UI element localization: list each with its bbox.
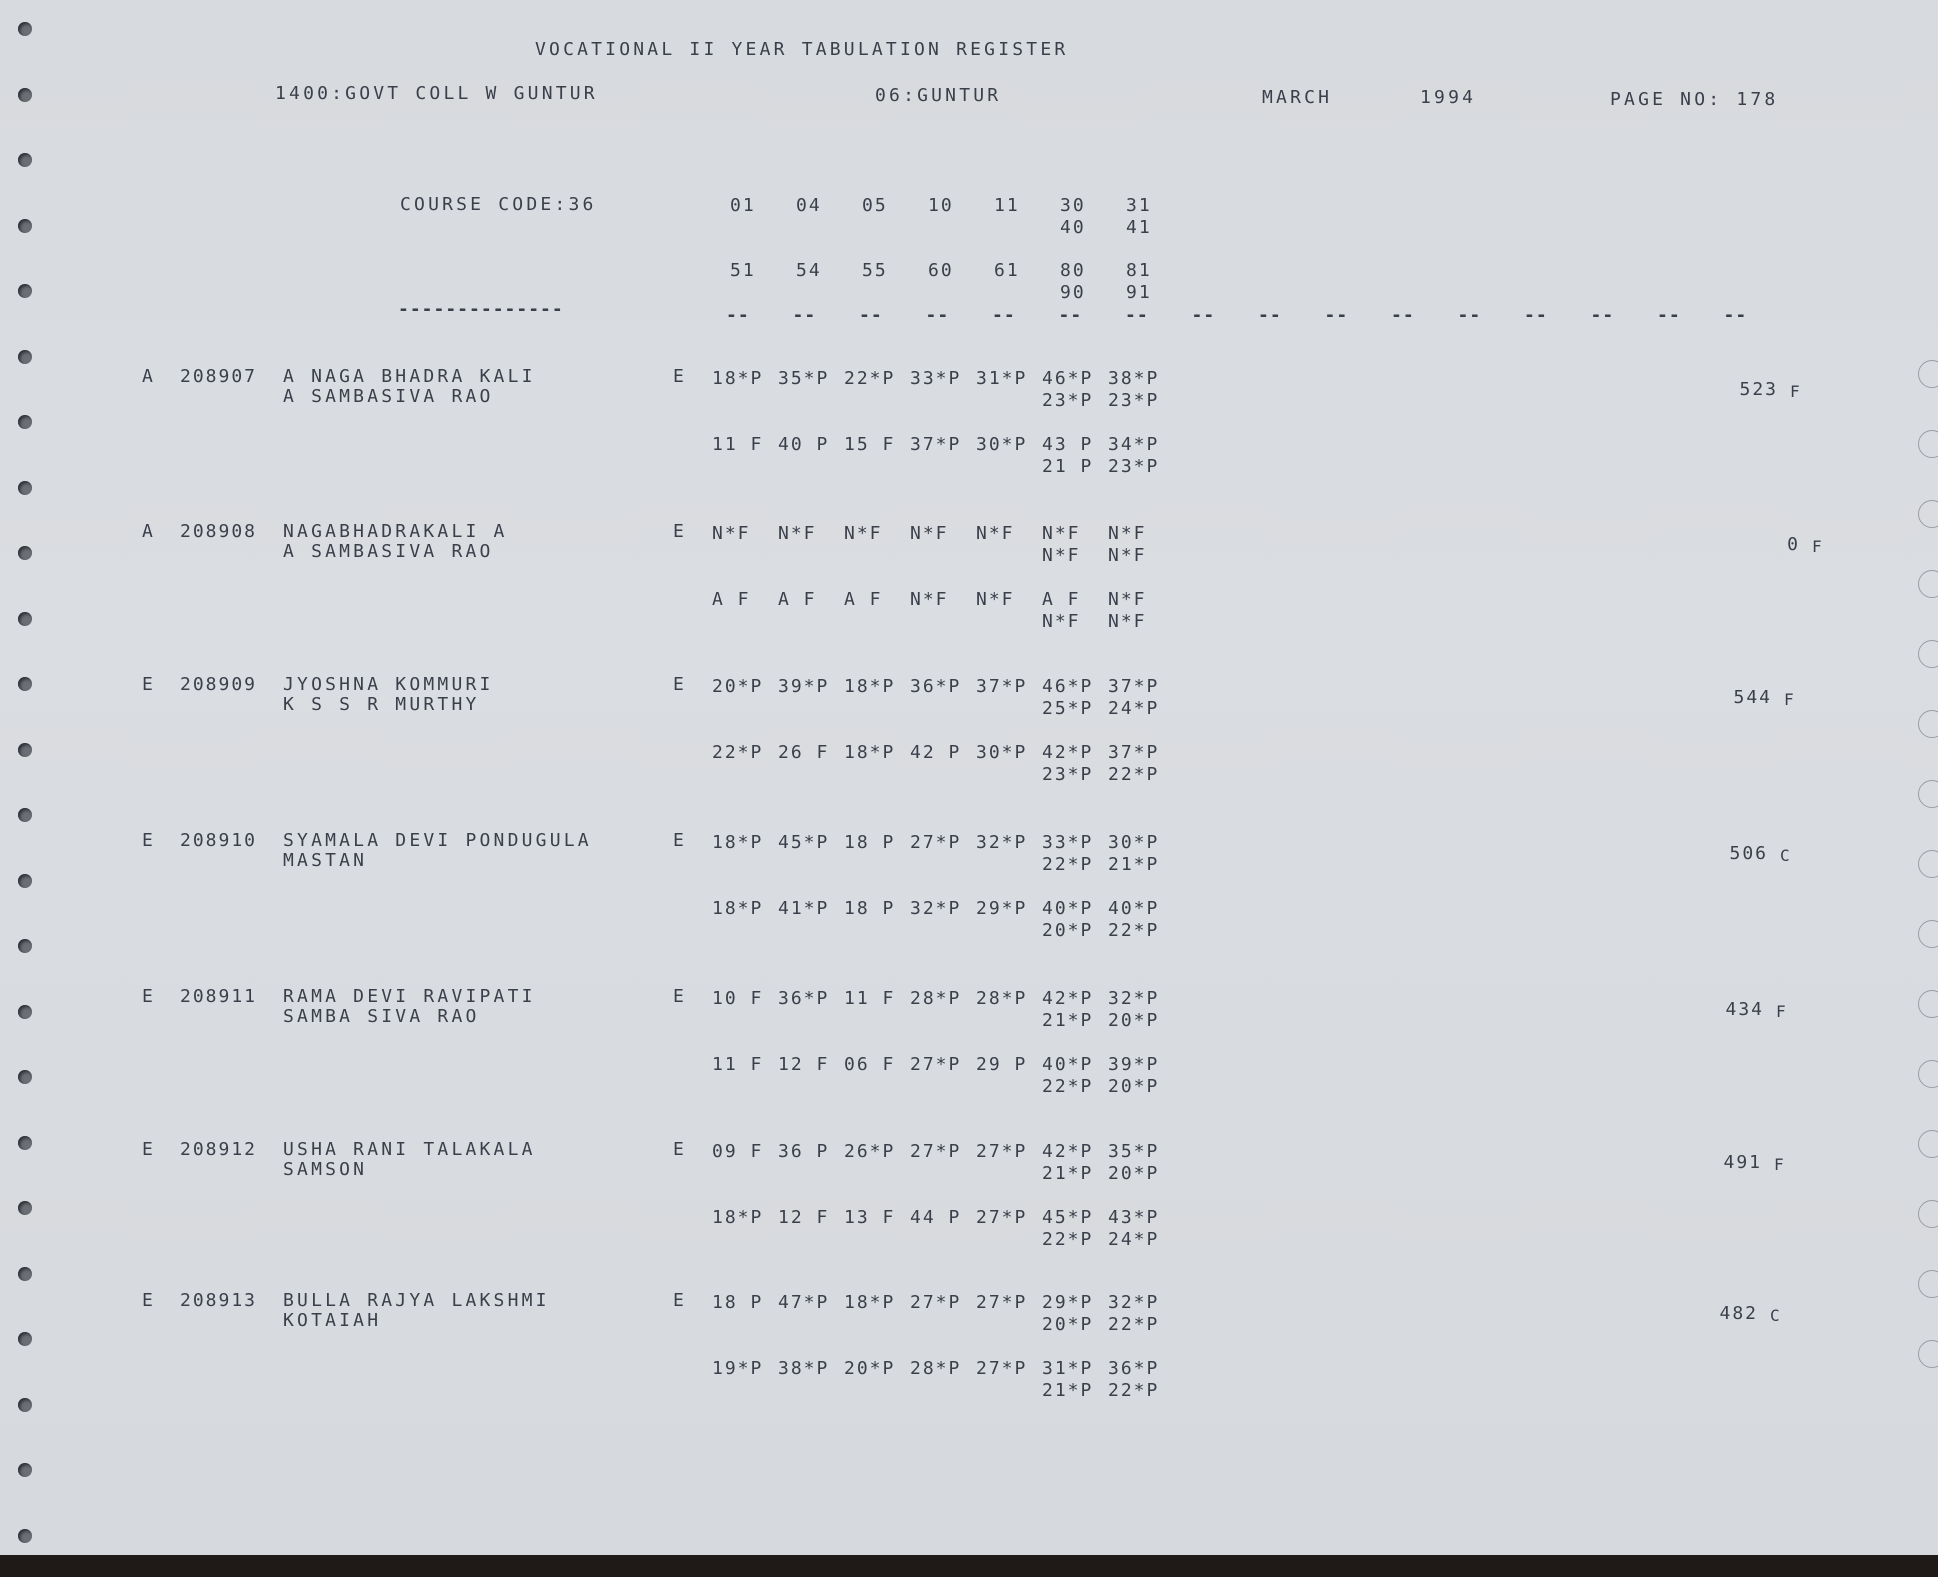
perforation-hole [18,153,32,167]
grand-total: 523 [1739,379,1778,400]
student-name: USHA RANI TALAKALA [283,1139,536,1160]
subject-code: 80 [1060,260,1086,281]
mark-cell: 22*P [712,742,764,763]
mark-cell: 47*P [778,1292,830,1313]
result-code: C [1780,846,1792,865]
father-name: A SAMBASIVA RAO [283,541,494,562]
subject-code: 11 [994,195,1020,216]
mark-cell: 28*P [976,988,1028,1009]
mark-cell: 32*P [1108,988,1160,1009]
mark-cell: A F [778,589,817,610]
student-name: RAMA DEVI RAVIPATI [283,986,536,1007]
perforation-hole [18,939,32,953]
mark-cell: N*F [910,589,949,610]
mark-cell: 22*P [1042,854,1094,875]
perforation-hole [1918,1200,1938,1228]
perforation-hole [18,1463,32,1477]
dash-cell: -- [1391,305,1415,326]
mark-cell: 36 P [778,1141,830,1162]
perforation-hole [18,22,32,36]
mark-cell: 27*P [976,1207,1028,1228]
grand-total: 0 [1787,534,1800,555]
subject-code: 10 [928,195,954,216]
perforation-hole [18,481,32,495]
mark-cell: 39*P [1108,1054,1160,1075]
father-name: A SAMBASIVA RAO [283,386,494,407]
perforation-hole [18,1201,32,1215]
mark-cell: 19*P [712,1358,764,1379]
mark-cell: 43 P [1042,434,1094,455]
subject-code: 51 [730,260,756,281]
perforation-hole [1918,710,1938,738]
mark-cell: 40*P [1108,898,1160,919]
mark-cell: 27*P [910,1292,962,1313]
dash-cell: -- [1058,305,1083,326]
mark-cell: 45*P [1042,1207,1094,1228]
student-name: BULLA RAJYA LAKSHMI [283,1290,550,1311]
dash-cell: -- [1324,305,1349,326]
dash-cell: -- [925,305,950,326]
dash-cell: -- [1657,305,1681,326]
mark-cell: 29 P [976,1054,1028,1075]
mark-cell: 20*P [1108,1010,1160,1031]
dash-cell: -- [792,305,817,326]
roll-number: 208913 [180,1290,258,1311]
mark-cell: 21*P [1042,1010,1094,1031]
mark-cell: 27*P [910,1054,962,1075]
medium-code: E [673,986,686,1007]
dash-cell: -- [1457,305,1482,326]
mark-cell: N*F [976,589,1015,610]
father-name: SAMSON [283,1159,368,1180]
roll-number: 208910 [180,830,258,851]
mark-cell: 28*P [910,1358,962,1379]
mark-cell: N*F [976,523,1015,544]
perforation-hole [18,1070,32,1084]
page-number: PAGE NO: 178 [1610,89,1779,110]
medium-code: E [673,1139,686,1160]
perforation-hole [1918,990,1938,1018]
result-code: F [1790,382,1802,401]
mark-cell: 32*P [976,832,1028,853]
mark-cell: 29*P [1042,1292,1094,1313]
mark-cell: 10 F [712,988,764,1009]
mark-cell: 22*P [1042,1229,1094,1250]
mark-cell: 23*P [1108,390,1160,411]
mark-cell: 27*P [910,1141,962,1162]
perforation-hole [18,1398,32,1412]
mark-cell: N*F [1108,523,1147,544]
mark-cell: 22*P [1042,1076,1094,1097]
student-category: A [142,521,157,542]
college-name: 1400:GOVT COLL W GUNTUR [275,83,598,104]
mark-cell: 37*P [910,434,962,455]
subject-code: 54 [796,260,822,281]
perforation-hole [18,415,32,429]
mark-cell: 23*P [1108,456,1160,477]
dash-cell: -- [859,305,883,326]
mark-cell: 20*P [1042,1314,1094,1335]
mark-cell: 26 F [778,742,830,763]
roll-number: 208912 [180,1139,258,1160]
result-code: F [1774,1155,1786,1174]
mark-cell: 46*P [1042,676,1094,697]
mark-cell: 40 P [778,434,830,455]
mark-cell: 18*P [844,742,896,763]
grand-total: 506 [1729,843,1768,864]
father-name: MASTAN [283,850,368,871]
mark-cell: 22*P [1108,764,1160,785]
mark-cell: 32*P [910,898,962,919]
exam-month: MARCH [1262,87,1333,108]
mark-cell: 42*P [1042,1141,1094,1162]
subject-code: 40 [1060,217,1086,238]
mark-cell: 22*P [1108,1380,1160,1401]
roll-number: 208909 [180,674,258,695]
dash-cell: -- [992,305,1016,326]
mark-cell: 24*P [1108,698,1160,719]
subject-code: 91 [1126,282,1152,303]
result-code: C [1770,1306,1782,1325]
course-code-underline: -------------- [398,299,564,320]
medium-code: E [673,1290,686,1311]
mark-cell: N*F [1042,545,1081,566]
mark-cell: 18 P [844,898,896,919]
mark-cell: 38*P [778,1358,830,1379]
perforation-hole [18,219,32,233]
mark-cell: N*F [1108,611,1147,632]
mark-cell: 21*P [1042,1163,1094,1184]
course-code: COURSE CODE:36 [400,194,597,215]
perforation-hole [18,284,32,298]
perforation-hole [18,1332,32,1346]
mark-cell: 33*P [1042,832,1094,853]
mark-cell: 31*P [976,368,1028,389]
grand-total: 482 [1719,1303,1758,1324]
mark-cell: N*F [1042,523,1081,544]
mark-cell: N*F [712,523,751,544]
mark-cell: 44 P [910,1207,962,1228]
mark-cell: A F [844,589,883,610]
mark-cell: 36*P [778,988,830,1009]
mark-cell: 40*P [1042,1054,1094,1075]
mark-cell: 27*P [910,832,962,853]
exam-year: 1994 [1420,87,1477,108]
grand-total: 434 [1725,999,1764,1020]
mark-cell: 37*P [1108,676,1160,697]
mark-cell: 42*P [1042,988,1094,1009]
medium-code: E [673,521,686,542]
mark-cell: 18*P [844,1292,896,1313]
perforation-hole [18,743,32,757]
perforation-hole [1918,640,1938,668]
mark-cell: N*F [910,523,949,544]
student-name: JYOSHNA KOMMURI [283,674,494,695]
student-category: E [142,986,157,1007]
mark-cell: 15 F [844,434,896,455]
dash-cell: -- [1590,305,1615,326]
mark-cell: 20*P [1108,1163,1160,1184]
subject-code: 30 [1060,195,1086,216]
mark-cell: 27*P [976,1358,1028,1379]
mark-cell: 18*P [844,676,896,697]
subject-code: 55 [862,260,888,281]
mark-cell: 28*P [910,988,962,1009]
student-name: SYAMALA DEVI PONDUGULA [283,830,592,851]
report-title: VOCATIONAL II YEAR TABULATION REGISTER [535,39,1069,60]
dash-cell: -- [1191,305,1216,326]
mark-cell: 11 F [712,1054,764,1075]
mark-cell: 21*P [1042,1380,1094,1401]
roll-number: 208907 [180,366,258,387]
mark-cell: 18*P [712,368,764,389]
mark-cell: 12 F [778,1207,830,1228]
subject-code: 01 [730,195,756,216]
mark-cell: A F [712,589,751,610]
mark-cell: 34*P [1108,434,1160,455]
mark-cell: 18 P [712,1292,764,1313]
mark-cell: 20*P [1042,920,1094,941]
perforation-hole [18,1267,32,1281]
mark-cell: 38*P [1108,368,1160,389]
mark-cell: A F [1042,589,1081,610]
perforation-hole [1918,920,1938,948]
mark-cell: 41*P [778,898,830,919]
mark-cell: 12 F [778,1054,830,1075]
mark-cell: 42 P [910,742,962,763]
mark-cell: 46*P [1042,368,1094,389]
mark-cell: 21*P [1108,854,1160,875]
medium-code: E [673,674,686,695]
mark-cell: 18*P [712,1207,764,1228]
mark-cell: 21 P [1042,456,1094,477]
perforation-hole [18,808,32,822]
perforation-hole [1918,1270,1938,1298]
mark-cell: 40*P [1042,898,1094,919]
mark-cell: N*F [844,523,883,544]
mark-cell: 09 F [712,1141,764,1162]
mark-cell: 13 F [844,1207,896,1228]
mark-cell: 37*P [976,676,1028,697]
mark-cell: 11 F [712,434,764,455]
dash-cell: -- [726,305,750,326]
mark-cell: 45*P [778,832,830,853]
student-name: A NAGA BHADRA KALI [283,366,536,387]
mark-cell: 43*P [1108,1207,1160,1228]
mark-cell: 20*P [1108,1076,1160,1097]
mark-cell: 20*P [712,676,764,697]
mark-cell: 42*P [1042,742,1094,763]
mark-cell: 06 F [844,1054,896,1075]
perforation-hole [18,1529,32,1543]
dash-cell: -- [1125,305,1149,326]
mark-cell: N*F [1042,611,1081,632]
mark-cell: 35*P [1108,1141,1160,1162]
district-name: 06:GUNTUR [875,85,1002,106]
perforation-hole [18,1005,32,1019]
mark-cell: 36*P [910,676,962,697]
perforation-hole [18,350,32,364]
result-code: F [1784,690,1796,709]
mark-cell: 32*P [1108,1292,1160,1313]
perforation-hole [1918,1060,1938,1088]
mark-cell: 22*P [844,368,896,389]
mark-cell: 26*P [844,1141,896,1162]
perforation-hole [1918,570,1938,598]
subject-code: 04 [796,195,822,216]
mark-cell: 22*P [1108,920,1160,941]
perforation-hole [1918,1340,1938,1368]
roll-number: 208908 [180,521,258,542]
mark-cell: 39*P [778,676,830,697]
mark-cell: 18*P [712,832,764,853]
mark-cell: 31*P [1042,1358,1094,1379]
student-category: A [142,366,157,387]
perforation-hole [18,677,32,691]
perforation-hole [18,1136,32,1150]
perforation-hole [18,874,32,888]
student-category: E [142,830,157,851]
grand-total: 491 [1723,1152,1762,1173]
mark-cell: 30*P [976,742,1028,763]
page-bottom-edge [0,1555,1938,1577]
mark-cell: 22*P [1108,1314,1160,1335]
perforation-hole [1918,850,1938,878]
mark-cell: 27*P [976,1292,1028,1313]
subject-code: 61 [994,260,1020,281]
subject-code: 90 [1060,282,1086,303]
result-code: F [1812,537,1824,556]
father-name: SAMBA SIVA RAO [283,1006,480,1027]
mark-cell: 33*P [910,368,962,389]
mark-cell: N*F [1108,589,1147,610]
subject-code: 60 [928,260,954,281]
subject-code: 31 [1126,195,1152,216]
mark-cell: 20*P [844,1358,896,1379]
mark-cell: 23*P [1042,764,1094,785]
mark-cell: 18*P [712,898,764,919]
result-code: F [1776,1002,1788,1021]
mark-cell: 36*P [1108,1358,1160,1379]
dash-cell: -- [1723,305,1748,326]
mark-cell: 11 F [844,988,896,1009]
mark-cell: N*F [1108,545,1147,566]
mark-cell: 30*P [976,434,1028,455]
mark-cell: 18 P [844,832,896,853]
perforation-hole [1918,430,1938,458]
mark-cell: 25*P [1042,698,1094,719]
student-category: E [142,674,157,695]
student-name: NAGABHADRAKALI A [283,521,508,542]
father-name: KOTAIAH [283,1310,382,1331]
subject-code: 81 [1126,260,1152,281]
mark-cell: 23*P [1042,390,1094,411]
subject-code: 05 [862,195,888,216]
roll-number: 208911 [180,986,258,1007]
dash-cell: -- [1258,305,1282,326]
student-category: E [142,1290,157,1311]
mark-cell: 35*P [778,368,830,389]
mark-cell: 37*P [1108,742,1160,763]
mark-cell: 27*P [976,1141,1028,1162]
perforation-hole [1918,500,1938,528]
perforation-hole [18,546,32,560]
mark-cell: 24*P [1108,1229,1160,1250]
mark-cell: 29*P [976,898,1028,919]
perforation-hole [1918,1130,1938,1158]
perforation-hole [1918,360,1938,388]
grand-total: 544 [1733,687,1772,708]
perforation-hole [18,612,32,626]
medium-code: E [673,366,686,387]
medium-code: E [673,830,686,851]
dash-cell: -- [1524,305,1548,326]
mark-cell: 30*P [1108,832,1160,853]
father-name: K S S R MURTHY [283,694,480,715]
perforation-hole [18,88,32,102]
subject-code: 41 [1126,217,1152,238]
perforation-hole [1918,780,1938,808]
mark-cell: N*F [778,523,817,544]
student-category: E [142,1139,157,1160]
